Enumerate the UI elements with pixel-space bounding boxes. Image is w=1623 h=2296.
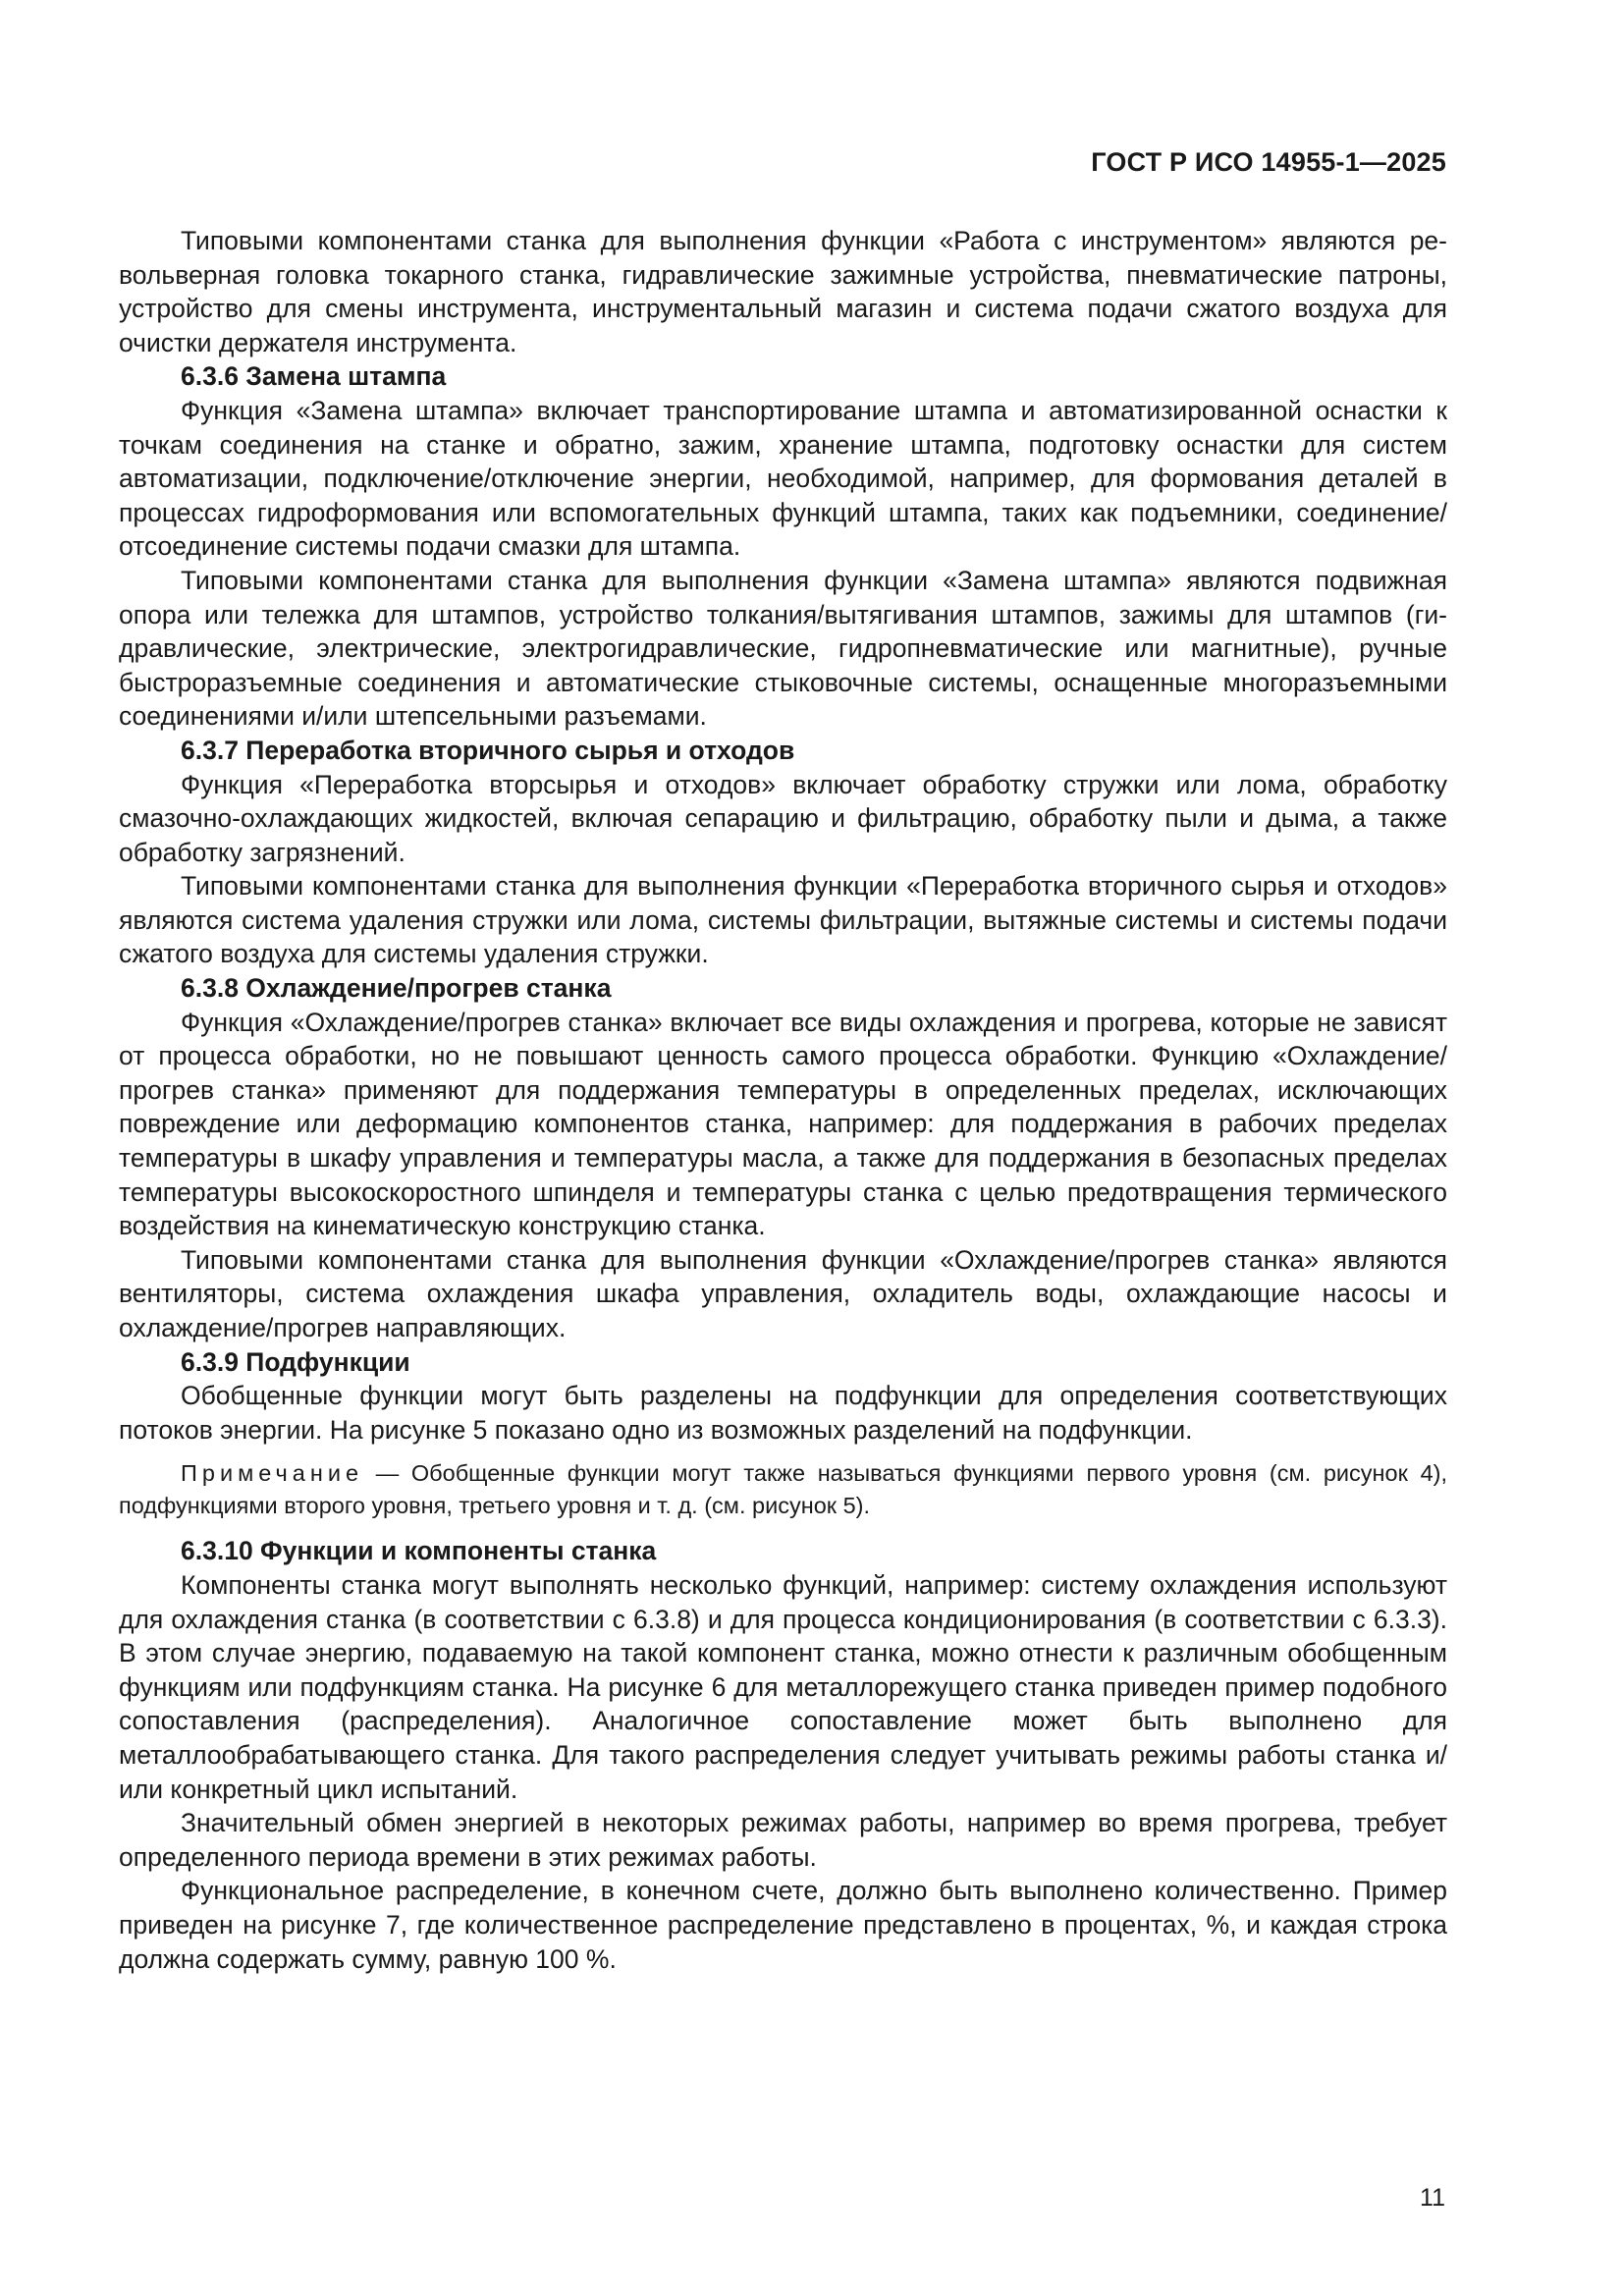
paragraph: Функция «Замена штампа» включает транспортирование штампа и автоматизированной оснастки к точкам соединения на станке и обратно, зажим, хранение штампа, подготовку оснастки для систем автоматизации, подключение/отключение энергии, необходимой, например, для формования деталей в процессах гидроформования или вспомогательных функций штампа, таких как подъемники, соединение/отсоединение системы подачи смазки для штампа.: [119, 395, 1447, 562]
paragraph: Типовыми компонентами станка для выполнения функции «Охлаждение/прогрев станка» являются вентиляторы, система охлаждения шкафа управления, охладитель воды, охлаждающие насосы и охлаждение/прогрев направляющих.: [119, 1244, 1447, 1342]
document-body: [119, 224, 1447, 1976]
note: [119, 1457, 1447, 1522]
page-number: 11: [1420, 2184, 1445, 2212]
paragraph: Типовыми компонентами станка для выполнения функции «Работа с инструментом» являются револьверная головка токарного станка, гидравлические зажимные устройства, пневматические патроны, устройство для смены инструмента, инструментальный магазин и система подачи сжатого воздуха для очистки держателя инструмента.: [119, 226, 1447, 357]
note-label: Примечание: [181, 1460, 364, 1487]
section-heading-6-3-6: 6.3.6 Замена штампа: [181, 361, 447, 392]
paragraph: Функция «Переработка вторсырья и отходов» включает обработку стружки или лома, обработку смазочно-охлаждающих жидкостей, включая сепарацию и фильтрацию, обработку пыли и дыма, а также обработку загрязнений.: [119, 769, 1447, 867]
paragraph: Типовыми компонентами станка для выполнения функции «Замена штампа» являются подвижная опора или тележка для штампов, устройство толкания/вытягивания штампов, зажимы для штампов (гидравлические, электрические, электрогидравлические, гидропневматические или магнитные), ручные быстроразъемные соединения и автоматические стыковочные системы, оснащенные многоразъемными соединениями и/или штепсельными разъемами.: [119, 565, 1447, 732]
paragraph: Обобщенные функции могут быть разделены на подфункции для определения соответствующих потоков энергии. На рисунке 5 показано одно из возможных разделений на подфункции.: [119, 1381, 1447, 1445]
paragraph: Функция «Охлаждение/прогрев станка» включает все виды охлаждения и прогрева, которые не зависят от процесса обработки, но не повышают ценность самого процесса обработки. Функцию «Охлаждение/прогрев станка» применяют для поддержания температуры в определенных пределах, исключающих повреждение или деформацию компонентов станка, например: для поддержания в рабочих пределах температуры в шкафу управления и температуры масла, а также для поддержания в безопасных пределах температуры высокоскоростного шпинделя и температуры станка с целью предотвращения термического воздействия на кинематическую конструкцию станка.: [119, 1007, 1447, 1241]
paragraph: Значительный обмен энергией в некоторых режимах работы, например во время прогрева, требует определенного периода времени в этих режимах работы.: [119, 1808, 1447, 1872]
note-text: — Обобщенные функции могут также называться функциями первого уровня (см. рисунок 4), подфункциями второго уровня, третьего уровня и т. д. (см. рисунок 5).: [119, 1460, 1447, 1519]
paragraph: Компоненты станка могут выполнять несколько функций, например: систему охлаждения используют для охлаждения станка (в соответствии с 6.3.8) и для процесса кондиционирования (в соответствии с 6.3.3). В этом случае энергию, подаваемую на такой компонент станка, можно отнести к различным обобщенным функциям или подфункциям станка. На рисунке 6 для металлорежущего станка приведен пример подобного сопоставления (распределения). Аналогичное сопоставление может быть выполнено для металлообрабатывающего станка. Для такого распределения следует учитывать режимы работы станка и/или конкретный цикл испытаний.: [119, 1569, 1447, 1804]
paragraph: Типовыми компонентами станка для выполнения функции «Переработка вторичного сырья и отходов» являются система удаления стружки или лома, системы фильтрации, вытяжные системы и системы подачи сжатого воздуха для системы удаления стружки.: [119, 871, 1447, 969]
section-heading-6-3-7: 6.3.7 Переработка вторичного сырья и отходов: [181, 735, 795, 765]
section-heading-6-3-9: 6.3.9 Подфункции: [181, 1346, 410, 1377]
section-heading-6-3-10: 6.3.10 Функции и компоненты станка: [181, 1536, 657, 1566]
section-heading-6-3-8: 6.3.8 Охлаждение/прогрев станка: [181, 973, 612, 1004]
document-header: ГОСТ Р ИСО 14955-1—2025: [1091, 147, 1446, 177]
paragraph: Функциональное распределение, в конечном счете, должно быть выполнено количественно. Пример приведен на рисунке 7, где количественное распределение представлено в процентах, %, и каждая строка должна содержать сумму, равную 100 %.: [119, 1876, 1447, 1974]
